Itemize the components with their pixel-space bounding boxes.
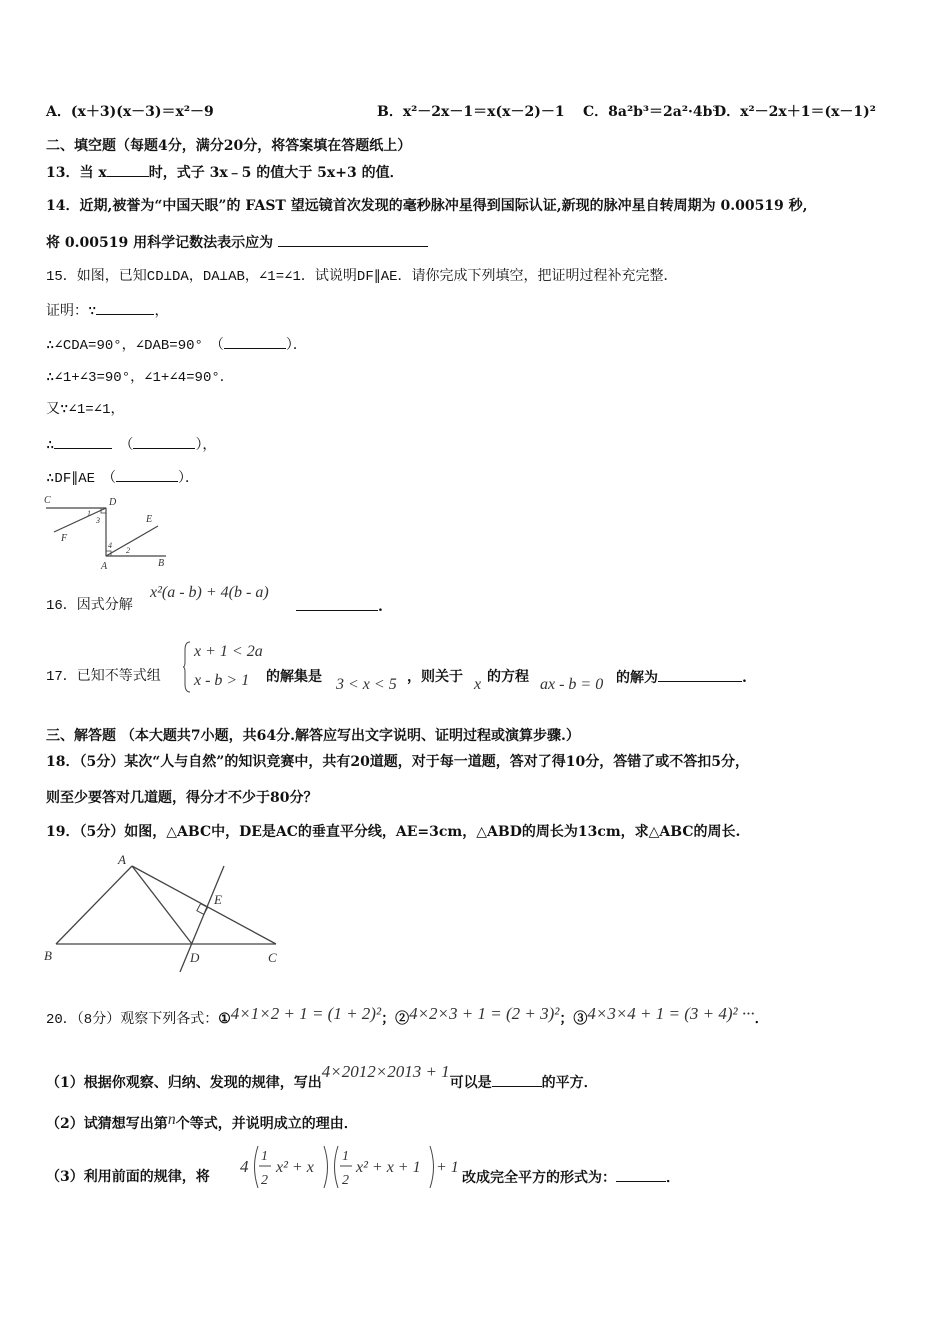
- q18-line2: 则至少要答对几道题，得分才不少于80分？: [46, 790, 318, 806]
- section-3-heading: 三、解答题 （本大题共7小题，共64分.解答应写出文字说明、证明过程或演算步骤.）: [46, 728, 580, 744]
- q20-part1: [46, 1062, 598, 1093]
- q20-line: [46, 1004, 769, 1030]
- q20-p2-post: 个等式，并说明成立的理由．: [175, 1116, 358, 1132]
- question-14-line2: [46, 232, 428, 253]
- fig15-label-d: D: [109, 497, 117, 508]
- q20-p2-var: n: [167, 1111, 176, 1128]
- q20-part3-tail: [462, 1167, 680, 1188]
- q20-p1-expr: 4×2012×2013 + 1: [321, 1062, 450, 1081]
- q15-proof: 证明：∵: [46, 304, 97, 320]
- q17-mid3: 的方程: [487, 669, 529, 685]
- q14-blank[interactable]: [278, 232, 428, 247]
- q20-p3-den-2: 2: [342, 1173, 349, 1188]
- q17-label: 17．已知不等式组: [46, 669, 161, 685]
- q15-blank-5[interactable]: [116, 467, 178, 482]
- fig19-label-d: D: [190, 950, 200, 965]
- fig15-label-2: 2: [126, 546, 130, 555]
- q12-option-d: D．x²－2x＋1＝(x－1)²: [714, 104, 876, 120]
- q19-text: 19．（5分）如图，△ABC中，DE是AC的垂直平分线，AE=3cm，△ABD的周长为13cm，求△ABC的周长.: [46, 824, 741, 840]
- q16-expression: x²(a - b) + 4(b - a): [150, 584, 269, 601]
- q15-step5-line: ∴DF∥AE （ ）．: [46, 467, 199, 489]
- q16-blank[interactable]: [296, 596, 378, 611]
- q20-end: ．: [754, 1011, 769, 1027]
- q20-circle-3: ③: [573, 1011, 588, 1027]
- q15-step3: 又∵∠1=∠1，: [46, 402, 125, 418]
- q15-step2: ∴∠1+∠3=90°，∠1+∠4=90°．: [46, 370, 234, 386]
- fig19-label-b: B: [44, 948, 52, 963]
- q17-mid1: 的解集是: [266, 669, 322, 685]
- q15-step5: ∴DF∥AE （: [46, 471, 117, 487]
- q15-title: 15．如图，已知CD⊥DA，DA⊥AB，∠1=∠1．试说明DF∥AE．请你完成下列填空，把证明过程补充完整．: [46, 269, 678, 285]
- q20-text: 20．（8分）观察下列各式：: [46, 1012, 219, 1028]
- q15-step1-line: ∴∠CDA=90°，∠DAB=90° （ ）．: [46, 334, 307, 356]
- q20-p3-end: ．: [666, 1170, 680, 1186]
- fig19-label-c: C: [268, 950, 277, 965]
- q13-pre: 13．当 x: [46, 165, 107, 181]
- fig15-label-f: F: [61, 533, 68, 544]
- q12-option-c: C．8a²b³＝2a²·4b³: [583, 104, 719, 120]
- fig15-label-a: A: [101, 561, 108, 572]
- q20-p3-blank[interactable]: [616, 1167, 666, 1182]
- q12-option-b: B．x²－2x－1＝x(x－2)－1: [377, 104, 565, 120]
- q16-label: 16．因式分解: [46, 598, 133, 614]
- q20-sep-2: ；: [559, 1011, 574, 1027]
- q20-expr-3: 4×3×4 + 1 = (3 + 4)² ···: [587, 1004, 755, 1023]
- q20-p3-expression: [238, 1142, 460, 1192]
- q17-inequality-1: x + 1 < 2a: [194, 643, 263, 660]
- q18-line1: 18．（5分）某次“人与自然”的知识竞赛中，共有20道题，对于每一道题，答对了得10分，答错了或不答扣5分，: [46, 754, 750, 770]
- q20-p3-lead: 4: [240, 1157, 249, 1176]
- q20-p3-num-2: 1: [342, 1149, 349, 1164]
- q17-solution-set: 3 < x < 5: [336, 676, 397, 693]
- fig15-label-3: 3: [96, 516, 100, 525]
- q15-step4-line: ∴ （ ），: [46, 434, 216, 456]
- q20-p1-pre: （1）根据你观察、归纳、发现的规律，写出: [46, 1075, 322, 1091]
- q15-step4: ∴: [46, 438, 55, 454]
- fig15-label-1: 1: [87, 509, 91, 518]
- fig15-label-e: E: [146, 514, 153, 525]
- q20-p3-den-1: 2: [261, 1173, 268, 1188]
- section-2-heading: 二、填空题（每题4分，满分20分，将答案填在答题纸上）: [46, 138, 412, 154]
- q15-figure: [42, 494, 172, 572]
- q20-p1-post: 可以是: [449, 1075, 492, 1091]
- q13-post: 时，式子 3x﹣5 的值大于 5x+3 的值．: [148, 165, 404, 181]
- q15-step1: ∴∠CDA=90°，∠DAB=90° （: [46, 338, 224, 354]
- q14-line2: 将 0.00519 用科学记数法表示应为: [46, 235, 274, 251]
- q19-figure: [40, 848, 290, 974]
- fig15-label-b: B: [158, 558, 165, 569]
- q15-blank-2[interactable]: [224, 334, 286, 349]
- q15-blank-1[interactable]: [96, 300, 154, 315]
- q17-inequality-2: x - b > 1: [194, 672, 250, 689]
- q20-circle-1: ①: [218, 1011, 231, 1027]
- q17-variable: x: [474, 676, 482, 693]
- q20-p2-pre: （2）试猜想写出第: [46, 1116, 168, 1132]
- q13-blank[interactable]: [107, 162, 149, 177]
- q20-sep-1: ；: [381, 1011, 396, 1027]
- q15-blank-3[interactable]: [54, 434, 112, 449]
- q15-proof-line: 证明：∵ ，: [46, 300, 168, 322]
- q20-p1-end: 的平方．: [541, 1075, 598, 1091]
- q15-blank-4[interactable]: [133, 434, 195, 449]
- q17-blank[interactable]: [658, 667, 742, 682]
- fig15-label-4: 4: [108, 541, 112, 550]
- q17-tail: 的解为 .: [616, 667, 747, 688]
- q20-p3-num-1: 1: [261, 1149, 268, 1164]
- q14-line1: 14．近期,被誉为“中国天眼”的 FAST 望远镜首次发现的毫秒脉冲星得到国际认证,新现的脉冲星自转周期为 0.00519 秒,: [46, 198, 808, 214]
- q17-mid2: ，则关于: [407, 669, 463, 685]
- q20-expr-1: 4×1×2 + 1 = (1 + 2)²: [230, 1004, 382, 1023]
- question-13: [46, 162, 404, 183]
- fig19-label-e: E: [214, 892, 222, 907]
- q16-answer: .: [296, 596, 383, 617]
- q20-p3-factor-2: x² + x + 1: [356, 1159, 421, 1176]
- q20-p3-tail: + 1: [436, 1159, 459, 1176]
- q17-end: 的解为: [616, 670, 658, 686]
- q17-equation: ax - b = 0: [540, 676, 604, 693]
- q20-p3-pre: （3）利用前面的规律，将: [46, 1169, 210, 1185]
- q17-brace: [183, 640, 191, 694]
- q20-p3-post: 改成完全平方的形式为：: [462, 1170, 616, 1186]
- fig15-label-c: C: [44, 495, 51, 506]
- q12-option-a: A．(x＋3)(x－3)＝x²－9: [46, 104, 214, 120]
- q20-expr-2: 4×2×3 + 1 = (2 + 3)²: [409, 1004, 560, 1023]
- q20-p3-factor-1: x² + x: [276, 1159, 314, 1176]
- fig19-label-a: A: [118, 852, 126, 867]
- q20-circle-2: ②: [395, 1011, 410, 1027]
- q20-p1-blank[interactable]: [492, 1072, 542, 1087]
- q20-part2: [46, 1110, 358, 1134]
